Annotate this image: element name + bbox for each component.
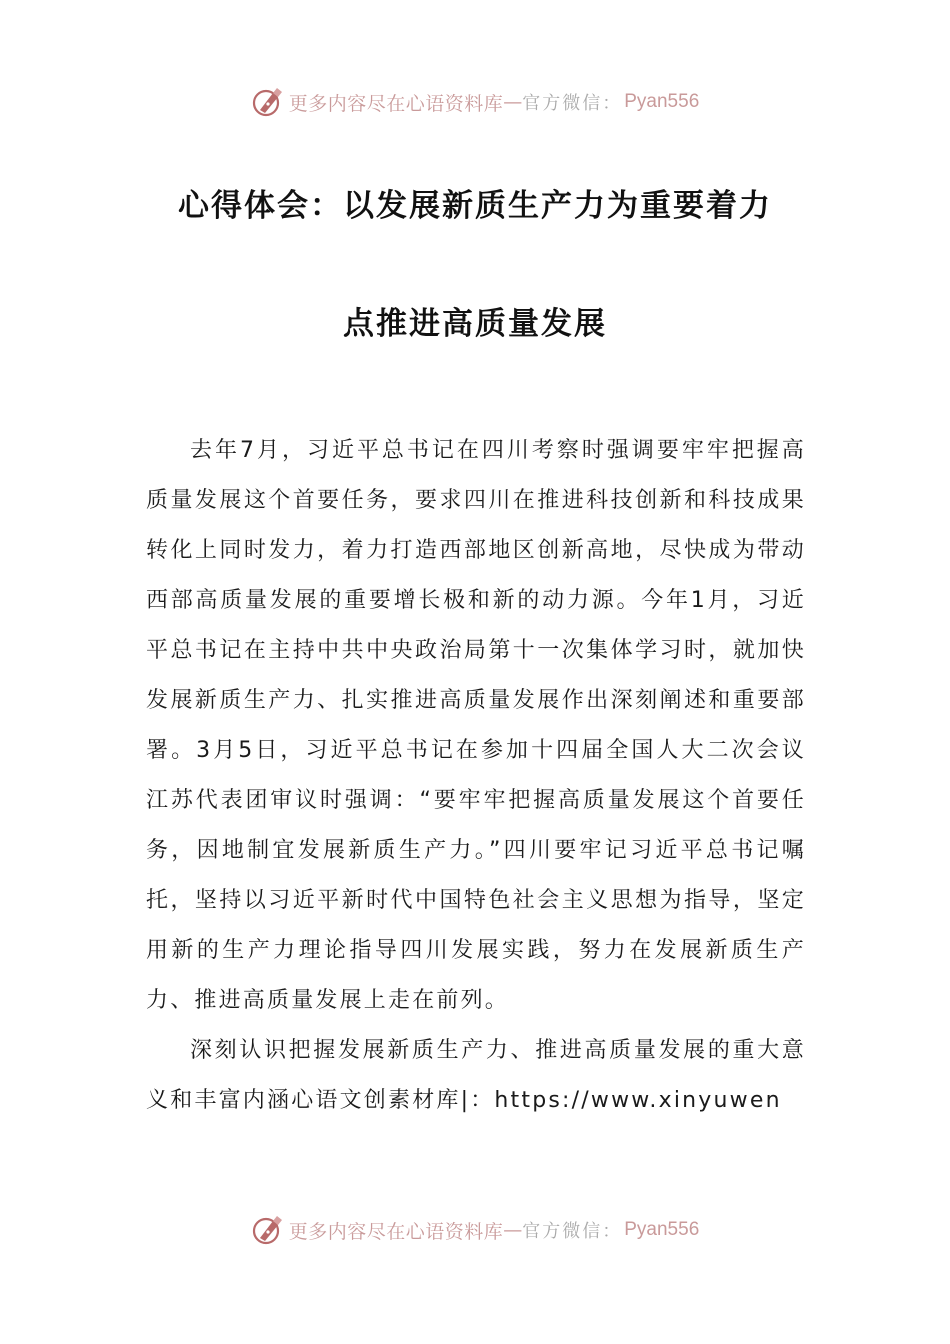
document-title-line-2: 点推进高质量发展 [343, 306, 607, 342]
body-paragraph: 深刻认识把握发展新质生产力、推进高质量发展的重大意义和丰富内涵心语文创素材库|：https://www.xinyuwen [146, 1038, 806, 1113]
banner-separator: — [503, 1219, 523, 1241]
header-banner [0, 82, 950, 122]
banner-text: 更多内容尽在心语资料库 [288, 92, 504, 115]
document-title-line-1: 心得体会：以发展新质生产力为重要着力 [178, 188, 772, 224]
banner-wechat-label: 官方微信： [522, 93, 623, 114]
pen-nib-circle-icon [251, 85, 285, 119]
banner-text: 更多内容尽在心语资料库 [288, 1220, 504, 1243]
banner-wechat-id: Pyan556 [624, 1219, 700, 1240]
footer-banner [0, 1210, 950, 1250]
banner-wechat-label: 官方微信： [522, 1221, 623, 1242]
pen-nib-circle-icon [251, 1213, 285, 1247]
banner-separator: — [503, 91, 523, 113]
banner-wechat-id: Pyan556 [624, 91, 700, 112]
document-body [146, 426, 806, 1126]
body-paragraph: 去年7月，习近平总书记在四川考察时强调要牢牢把握高质量发展这个首要任务，要求四川在推进科技创新和科技成果转化上同时发力，着力打造西部地区创新高地，尽快成为带动西部高质量发展的重要增长极和新的动力源。今年1月，习近平总书记在主持中共中央政治局第十一次集体学习时，就加快发展新质生产力、扎实推进高质量发展作出深刻阐述和重要部署。3月5日，习近平总书记在参加十四届全国人大二次会议江苏代表团审议时强调：“要牢牢把握高质量发展这个首要任务，因地制宜发展新质生产力。”四川要牢记习近平总书记嘱托，坚持以习近平新时代中国特色社会主义思想为指导，坚定用新的生产力理论指导四川发展实践，努力在发展新质生产力、推进高质量发展上走在前列。 [146, 438, 806, 1013]
